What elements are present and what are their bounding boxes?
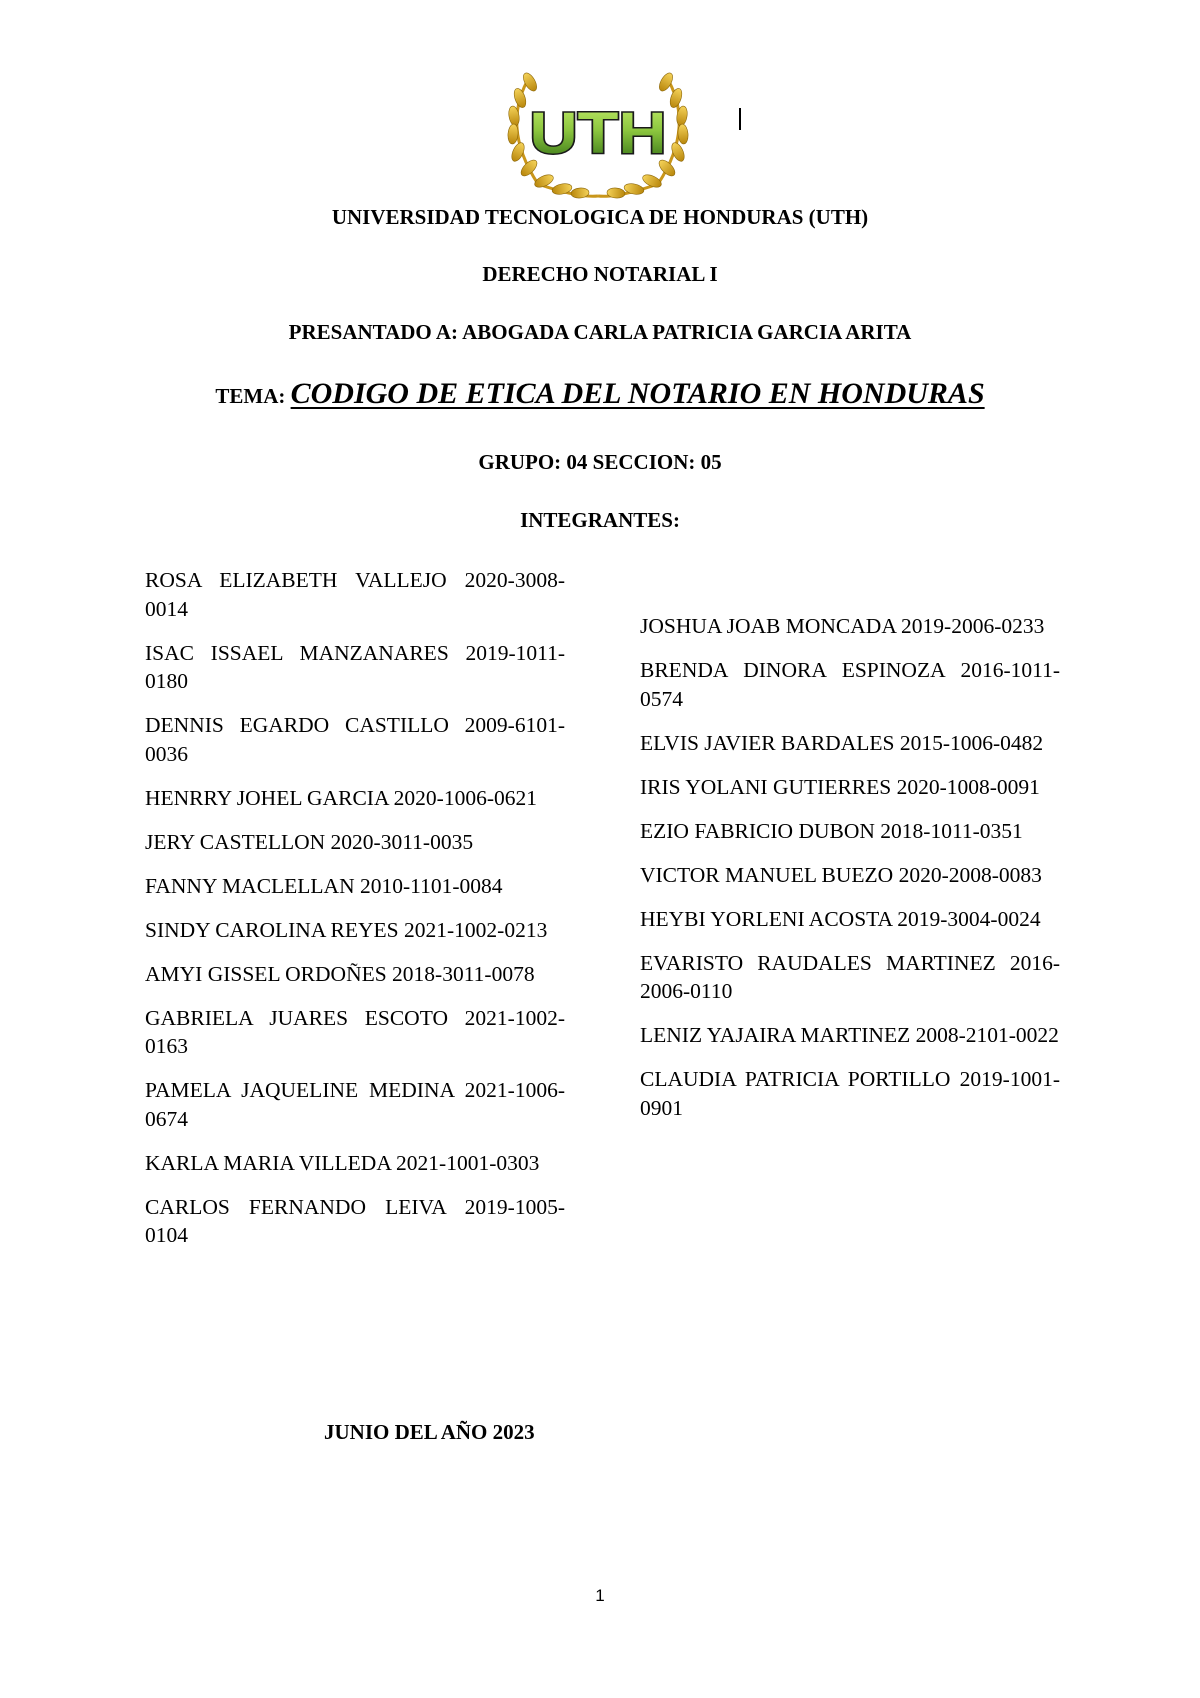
topic-title: CODIGO DE ETICA DEL NOTARIO EN HONDURAS [290,377,985,410]
text-cursor-mark [739,108,741,130]
member-item: FANNY MACLELLAN 2010-1101-0084 [145,873,503,898]
members-heading: INTEGRANTES: [520,508,680,532]
member-item: HENRRY JOHEL GARCIA 2020-1006-0621 [145,785,537,810]
member-item: ELVIS JAVIER BARDALES 2015-1006-0482 [640,730,1044,755]
group-section: GRUPO: 04 SECCION: 05 [478,450,722,474]
member-item: VICTOR MANUEL BUEZO 2020-2008-0083 [640,862,1042,887]
university-name: UNIVERSIDAD TECNOLOGICA DE HONDURAS (UTH) [331,205,869,229]
member-item: IRIS YOLANI GUTIERRES 2020-1008-0091 [640,774,1040,799]
uth-logo-text: UTH [529,101,667,166]
uth-logo [478,66,718,201]
member-item: HEYBI YORLENI ACOSTA 2019-3004-0024 [640,906,1041,931]
page-number: 1 [595,1586,605,1605]
member-item: CARLOS FERNANDO LEIVA 2019-1005-0104 [145,1194,565,1247]
topic-line [0,377,1200,411]
member-item: EVARISTO RAUDALES MARTINEZ 2016-2006-0110 [640,950,1060,1003]
member-item: ISAC ISSAEL MANZANARES 2019-1011-0180 [145,640,565,693]
members-left-column [145,566,565,1265]
member-item: AMYI GISSEL ORDOÑES 2018-3011-0078 [145,961,535,986]
member-item: EZIO FABRICIO DUBON 2018-1011-0351 [640,818,1023,843]
member-item: GABRIELA JUARES ESCOTO 2021-1002-0163 [145,1005,565,1058]
course-name: DERECHO NOTARIAL I [482,262,718,286]
member-item: CLAUDIA PATRICIA PORTILLO 2019-1001-0901 [640,1067,1060,1120]
topic-label: TEMA: [215,384,286,408]
member-item: DENNIS EGARDO CASTILLO 2009-6101-0036 [145,713,565,766]
members-right-column [640,612,1060,1138]
member-item: JERY CASTELLON 2020-3011-0035 [145,829,474,854]
document-date: JUNIO DEL AÑO 2023 [324,1420,535,1444]
member-item: BRENDA DINORA ESPINOZA 2016-1011-0574 [640,658,1060,711]
member-item: ROSA ELIZABETH VALLEJO 2020-3008-0014 [145,568,565,621]
member-item: JOSHUA JOAB MONCADA 2019-2006-0233 [640,614,1045,638]
member-item: SINDY CAROLINA REYES 2021-1002-0213 [145,917,548,942]
member-item: KARLA MARIA VILLEDA 2021-1001-0303 [145,1150,540,1175]
member-item: LENIZ YAJAIRA MARTINEZ 2008-2101-0022 [640,1023,1059,1047]
member-item: PAMELA JAQUELINE MEDINA 2021-1006-0674 [145,1078,565,1131]
presented-to: PRESANTADO A: ABOGADA CARLA PATRICIA GARCIA ARITA [288,320,912,344]
